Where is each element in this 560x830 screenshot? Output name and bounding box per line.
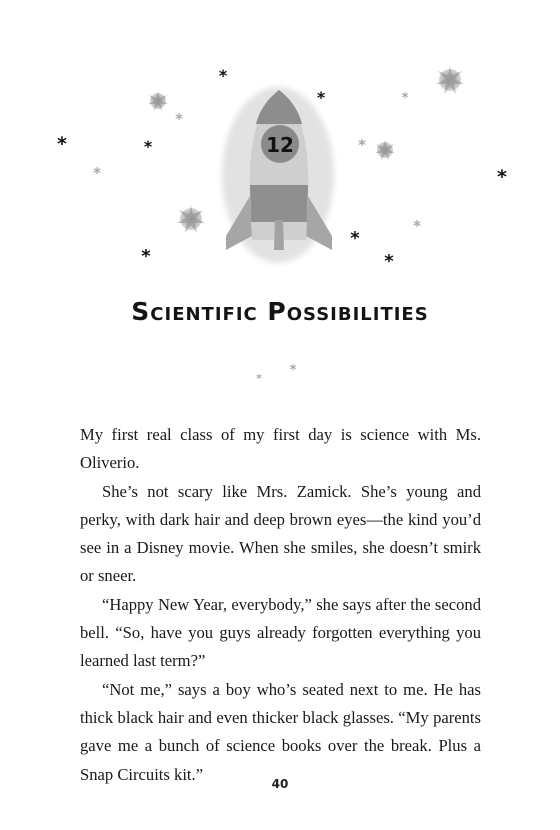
paragraph: “Not me,” says a boy who’s seated next to me. He has thick black hair and even thicker black glasses. “My parents gave me a bunch of science books over the break. Plus a Snap Circuits kit.” [80,679,481,784]
sparkle-icon: * [413,217,421,235]
star-icon: * [57,133,67,155]
sparkle-icon: * [358,136,366,154]
sparkle-icon: * [401,91,409,106]
pom-pom-icon [375,140,395,160]
star-icon: * [350,228,360,249]
star-icon: * [384,251,394,272]
sparkle-icon: * [93,164,101,182]
star-icon: * [143,137,153,156]
paragraph: “Happy New Year, everybody,” she says after the second bell. “So, have you guys already forgotten everything you learned last term?” [80,594,481,671]
chapter-illustration [0,0,560,400]
star-icon: * [218,66,228,85]
body-text [80,421,481,789]
star-icon: * [497,166,507,188]
paragraph: She’s not scary like Mrs. Zamick. She’s young and perky, with dark hair and deep brown eyes—the kind you’d see in a Disney movie. When she smiles, she doesn’t smirk or sneer. [80,481,481,586]
rocket-icon [222,87,334,263]
sparkle-icon: * [175,110,183,128]
chapter-title: Scientific Possibilities [131,297,429,326]
pom-pom-icon [436,66,464,94]
paragraph: My first real class of my first day is science with Ms. Oliverio. [80,425,481,473]
sparkle-icon: * [256,372,262,385]
star-icon: * [141,246,151,267]
rocket-number: 12 [266,133,294,157]
pom-pom-icon [177,205,205,233]
sparkle-icon: * [289,363,297,378]
star-icon: * [316,88,326,107]
page-number: 40 [271,777,289,791]
pom-pom-icon [148,91,168,111]
